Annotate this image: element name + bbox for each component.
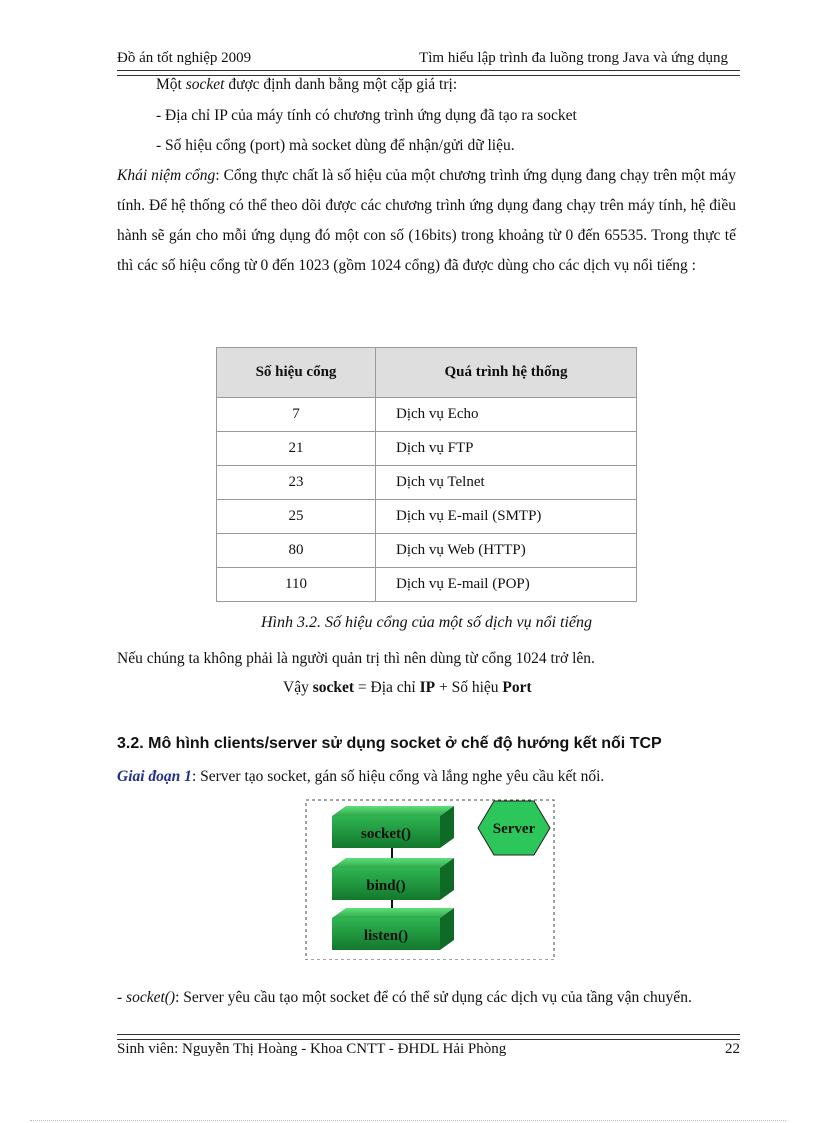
bind-box (332, 858, 454, 900)
stage-label: Giai đoạn 1 (117, 768, 192, 785)
listen-box (332, 908, 454, 950)
bullet-port: - Số hiệu cổng (port) mà socket dùng để nhận/gửi dữ liệu. (156, 137, 515, 154)
port-concept-term: Khái niệm cổng (117, 167, 216, 184)
server-hexagon (478, 801, 550, 855)
page-edge (30, 1120, 786, 1121)
section-heading: 3.2. Mô hình clients/server sử dụng socket ở chế độ hướng kết nối TCP (117, 735, 662, 752)
figure-caption: Hình 3.2. Số hiệu cổng của một số dịch vụ nổi tiếng (260, 614, 593, 631)
table-row: 7 Dịch vụ Echo (217, 398, 637, 432)
socket-term: socket (185, 76, 225, 93)
port-table (216, 347, 637, 602)
socket-function-term: socket() (126, 989, 176, 1006)
socket-description: - socket(): Server yêu cầu tạo một socket để có thể sử dụng các dịch vụ của tầng vận chuyển. (117, 989, 692, 1006)
table-row: 110 Dịch vụ E-mail (POP) (217, 568, 637, 602)
footer-left: Sinh viên: Nguyễn Thị Hoàng - Khoa CNTT - ĐHDL Hải Phòng (117, 1041, 507, 1057)
header-right: Tìm hiểu lập trình đa luồng trong Java và ứng dụng (419, 50, 728, 66)
table-row: 23 Dịch vụ Telnet (217, 466, 637, 500)
footer-rule (117, 1034, 740, 1040)
page-footer (117, 1041, 740, 1058)
server-socket-diagram (302, 798, 558, 960)
svg-text:Server: Server (492, 821, 536, 837)
header-left: Đồ án tốt nghiệp 2009 (117, 50, 252, 66)
svg-text:bind(): bind() (366, 878, 406, 894)
table-row: 80 Dịch vụ Web (HTTP) (217, 534, 637, 568)
page-number: 22 (725, 1041, 740, 1057)
page-header (117, 50, 728, 70)
stage-1-line: Giai đoạn 1: Server tạo socket, gán số hiệu cổng và lắng nghe yêu cầu kết nối. (117, 768, 605, 785)
table-row: 25 Dịch vụ E-mail (SMTP) (217, 500, 637, 534)
table-row: 21 Dịch vụ FTP (217, 432, 637, 466)
table-header-port: Số hiệu cổng (217, 348, 376, 398)
intro-line: Một socket được định danh bằng một cặp giá trị: (156, 76, 458, 93)
socket-box (332, 806, 454, 848)
bullet-ip: - Địa chỉ IP của máy tính có chương trình ứng dụng đã tạo ra socket (156, 107, 577, 124)
svg-text:socket(): socket() (361, 826, 411, 842)
port-concept-paragraph: Khái niệm cổng: Cổng thực chất là số hiệu của một chương trình ứng dụng đang chạy trên một máy tính. Để hệ thống có thể theo dõi được các chương trình ứng dụng đang chạy trên máy tính, hệ điều hành sẽ gán cho mỗi ứng dụng đó một con số (16bits) trong khoảng từ 0 đến 65535. Trong thực tế thì các số hiệu cổng từ 0 đến 1023 (gồm 1024 cổng) đã được dùng cho các dịch vụ nổi tiếng : (117, 167, 736, 274)
table-header-service: Quá trình hệ thống (376, 348, 637, 398)
table-header-row (217, 348, 637, 398)
admin-note: Nếu chúng ta không phải là người quản trị thì nên dùng từ cổng 1024 trở lên. (117, 650, 595, 667)
socket-formula: Vậy socket = Địa chỉ IP + Số hiệu Port (283, 679, 532, 696)
svg-text:listen(): listen() (363, 928, 409, 944)
